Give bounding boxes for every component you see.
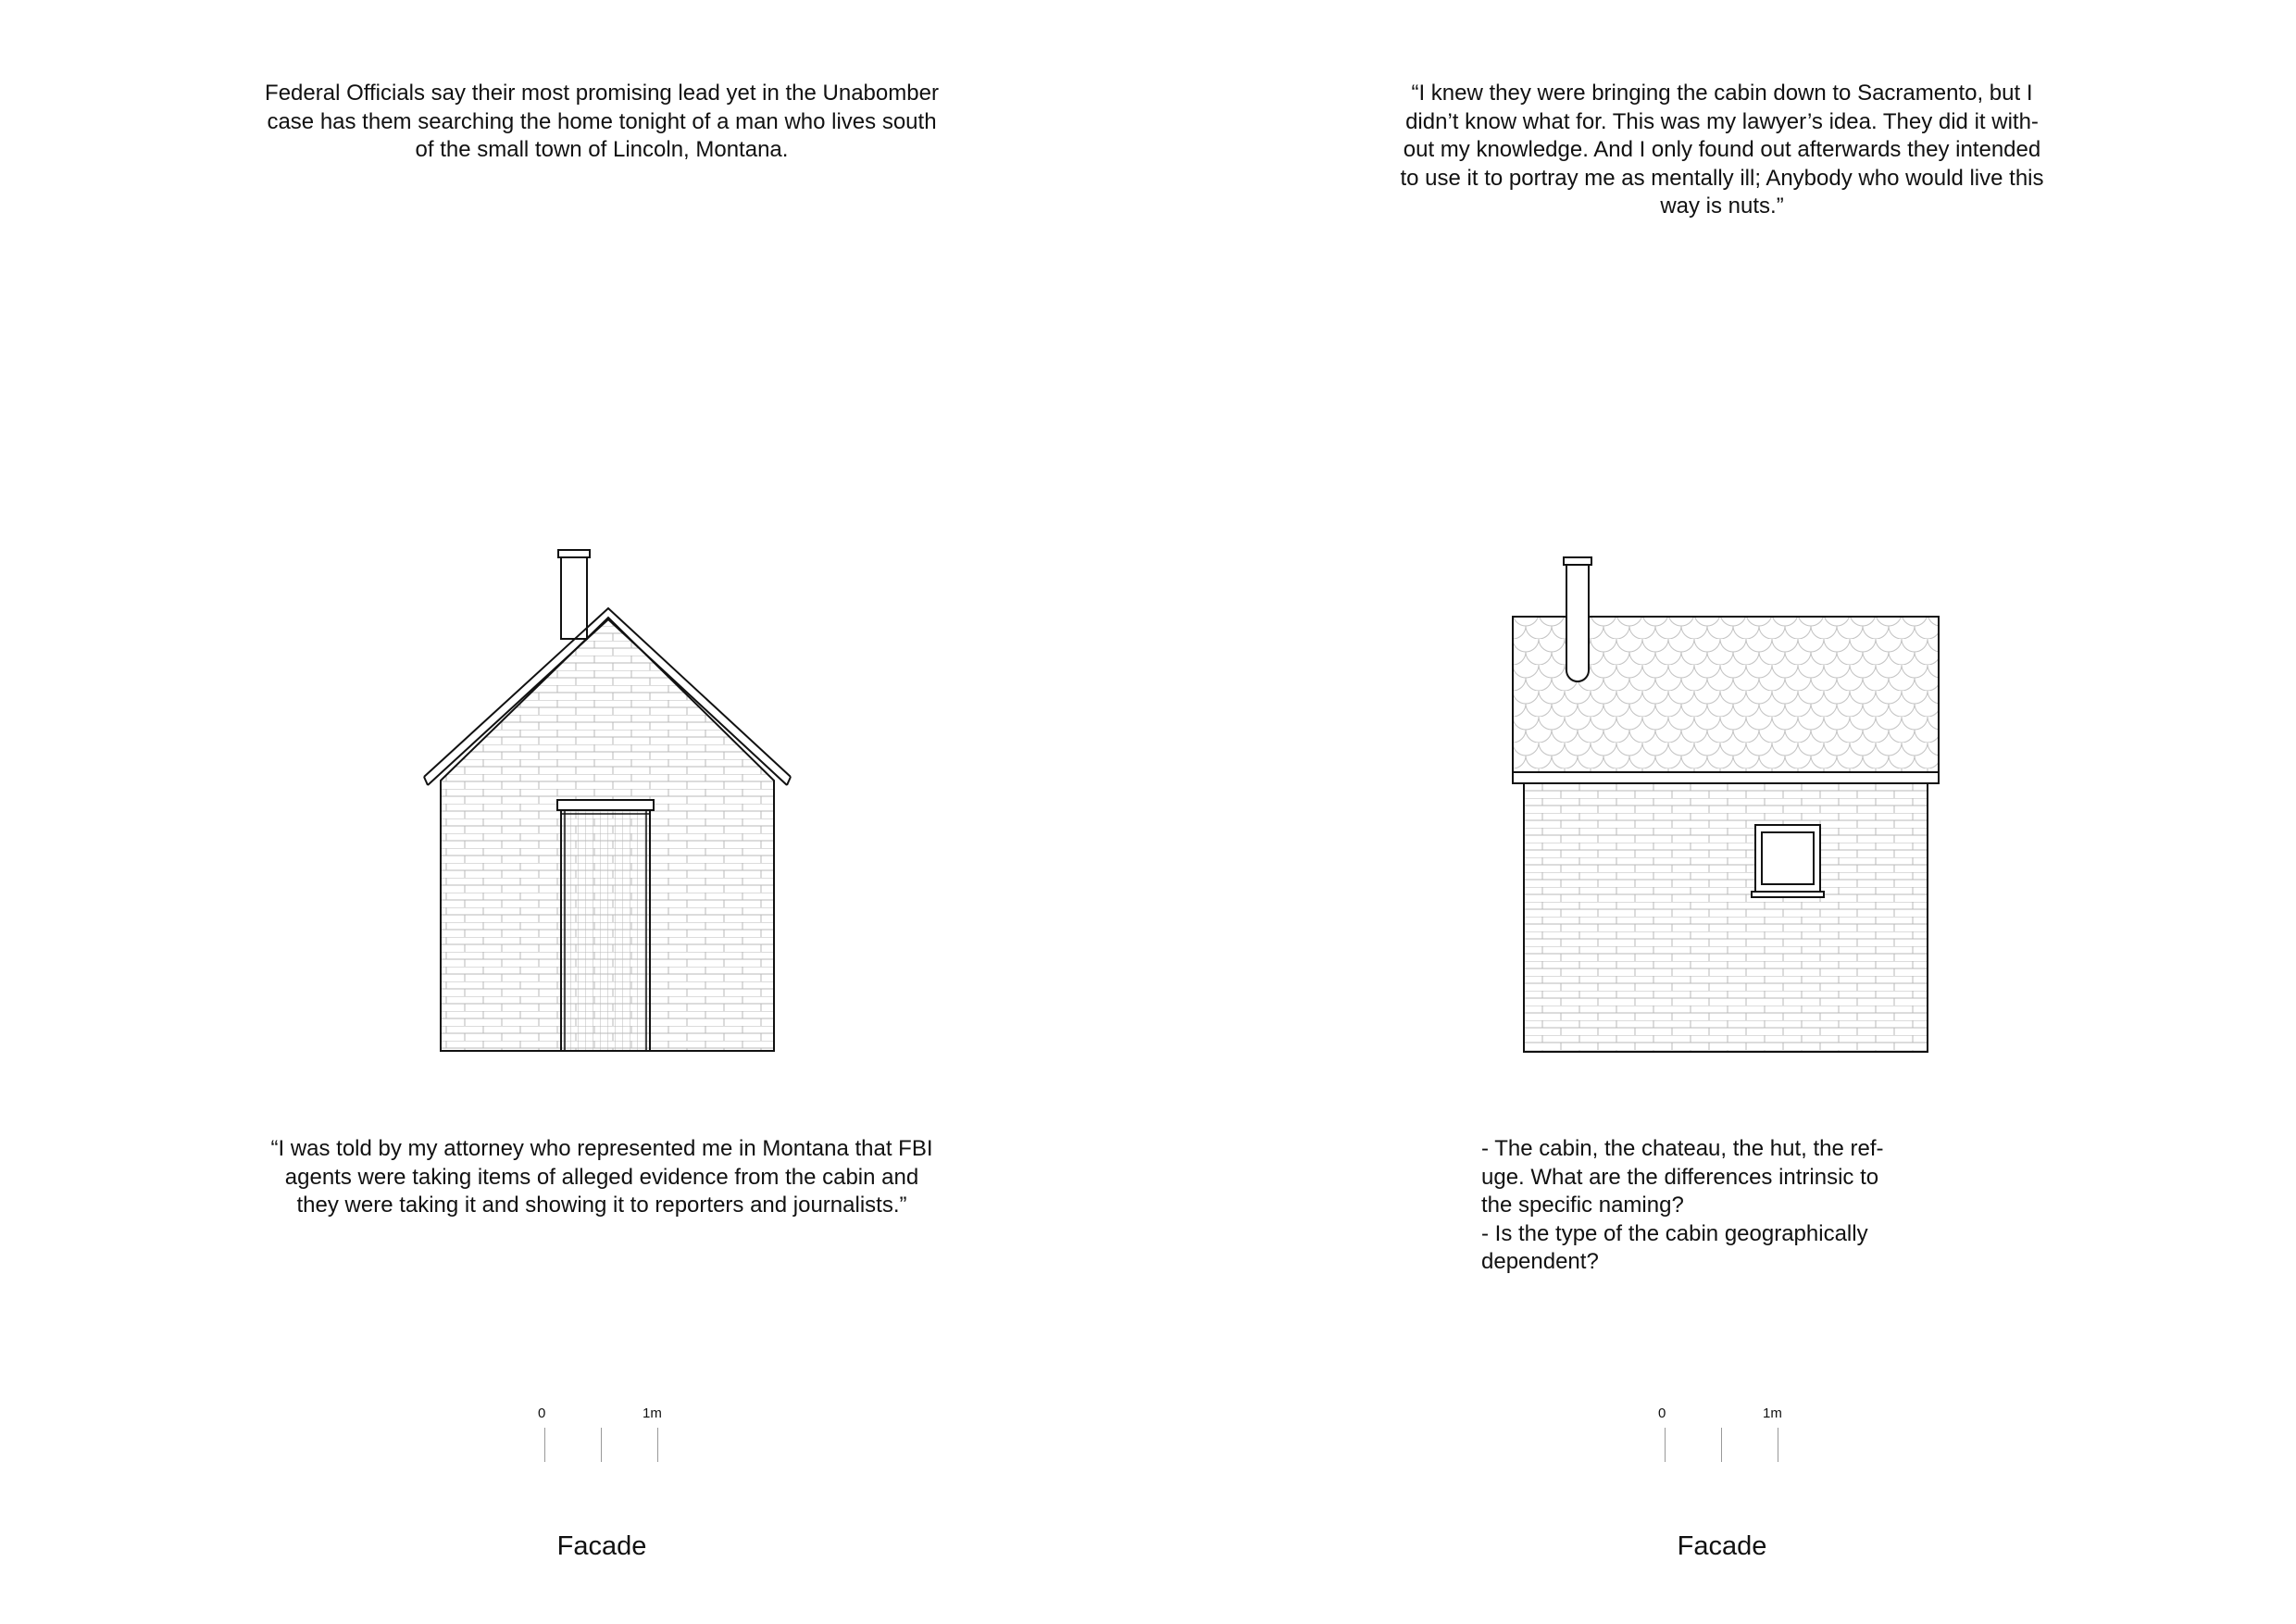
right-caption: Facade: [1677, 1531, 1767, 1561]
scale-tick-0: [1665, 1428, 1666, 1462]
scale-end-label: 1m: [643, 1405, 662, 1421]
scale-tick-mid: [601, 1428, 602, 1462]
door-lintel: [557, 800, 654, 810]
chimney-cap: [558, 550, 590, 557]
chimney: [561, 556, 587, 639]
right-scale-bar: [1657, 1405, 1842, 1480]
quote-top-right: “I knew they were bringing the cabin down to Sacramento, but I didn’t know what for. This was my lawyer’s idea. They did it with- out my knowledge. And I only found out afterwards they intended to use it to portray me as mentally ill; Anybody who would live this way is nuts.”: [1400, 81, 2044, 219]
right-facade-drawing: [1500, 546, 1944, 1056]
left-caption: Facade: [556, 1531, 647, 1561]
scale-tick-0: [544, 1428, 545, 1462]
roof-eave: [1513, 772, 1939, 783]
window-sill: [1752, 892, 1824, 897]
quote-bottom-left: “I was told by my attorney who represented me in Montana that FBI agents were taking items of alleged evidence from the cabin and they were taking it and showing it to reporters and journalists.”: [270, 1136, 933, 1218]
chimney-cap: [1564, 557, 1591, 565]
notes-bottom-right: - The cabin, the chateau, the hut, the ref- uge. What are the differences intrinsic to the specific naming? - Is the type of the cabin geographically dependent?: [1481, 1136, 1884, 1274]
window-glass: [1762, 832, 1814, 884]
scale-start-label: 0: [538, 1405, 546, 1421]
side-wall: [1524, 783, 1928, 1052]
door: [561, 810, 650, 1051]
scale-end-label: 1m: [1763, 1405, 1782, 1421]
scale-tick-1m: [657, 1428, 658, 1462]
scale-start-label: 0: [1658, 1405, 1666, 1421]
left-facade-drawing: [407, 537, 815, 1056]
scale-tick-mid: [1721, 1428, 1722, 1462]
chimney: [1566, 565, 1589, 681]
left-scale-bar: [537, 1405, 722, 1480]
quote-top-left: Federal Officials say their most promising lead yet in the Unabomber case has them searching the home tonight of a man who lives south of the small town of Lincoln, Montana.: [265, 81, 939, 162]
